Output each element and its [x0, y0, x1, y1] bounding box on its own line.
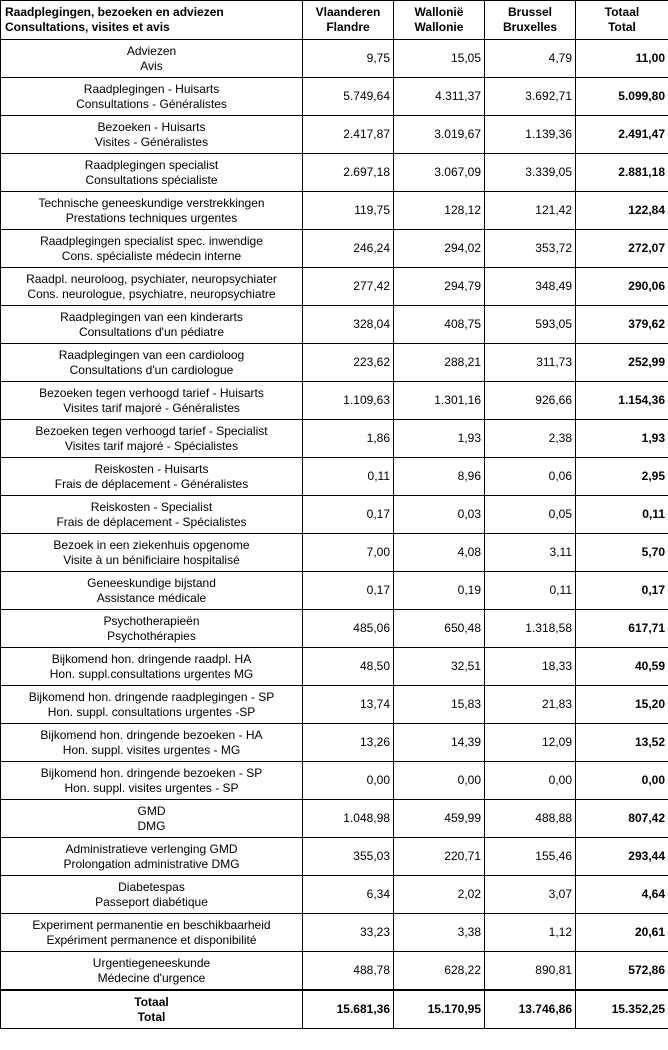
value-total: 122,84 — [576, 192, 668, 230]
value-total: 11,00 — [576, 40, 668, 78]
value-flanders: 33,23 — [303, 914, 394, 952]
value-brussels: 1,12 — [485, 914, 576, 952]
value-wallonia: 128,12 — [394, 192, 485, 230]
table-row — [1, 306, 668, 344]
value-wallonia: 459,99 — [394, 800, 485, 838]
row-label — [1, 154, 303, 192]
value-wallonia: 0,19 — [394, 572, 485, 610]
row-label-nl: Bezoek in een ziekenhuis opgenome — [53, 537, 250, 552]
header-brussels — [485, 1, 576, 40]
table-row — [1, 78, 668, 116]
value-total: 2,95 — [576, 458, 668, 496]
row-label — [1, 40, 303, 78]
row-label-nl: Technische geneeskundige verstrekkingen — [38, 195, 265, 210]
table-row — [1, 154, 668, 192]
row-label-fr: Frais de déplacement - Généralistes — [54, 476, 249, 491]
row-label-nl: Diabetespas — [118, 879, 185, 894]
row-label — [1, 648, 303, 686]
row-label-fr: Cons. spécialiste médecin interne — [61, 248, 242, 263]
row-label-nl: Raadplegingen van een cardioloog — [58, 347, 245, 362]
row-label-nl: Raadplegingen - Huisarts — [83, 81, 220, 96]
header-wallonia-nl: Wallonië — [414, 5, 464, 19]
value-flanders: 2.697,18 — [303, 154, 394, 192]
row-label-nl: Bezoeken tegen verhoogd tarief - Huisarts — [39, 385, 264, 400]
row-label-fr: Hon. suppl. visites urgentes - MG — [62, 742, 241, 757]
row-label-fr: Consultations d'un cardiologue — [69, 362, 234, 377]
row-label-fr: Hon. suppl. consultations urgentes -SP — [47, 704, 256, 719]
value-brussels: 0,11 — [485, 572, 576, 610]
row-label — [1, 534, 303, 572]
row-label-fr: Expériment permanence et disponibilité — [46, 932, 257, 947]
value-wallonia: 2,02 — [394, 876, 485, 914]
value-total: 0,00 — [576, 762, 668, 800]
value-brussels: 926,66 — [485, 382, 576, 420]
row-label-nl: Bijkomend hon. dringende bezoeken - HA — [40, 727, 263, 742]
row-label-fr: Visite à un bénificiaire hospitalisé — [63, 552, 240, 567]
row-label-fr: Consultations - Généralistes — [76, 96, 227, 111]
value-flanders: 7,00 — [303, 534, 394, 572]
value-total: 290,06 — [576, 268, 668, 306]
value-total: 15,20 — [576, 686, 668, 724]
row-label-fr: DMG — [137, 818, 166, 833]
value-total: 293,44 — [576, 838, 668, 876]
value-total: 252,99 — [576, 344, 668, 382]
value-total: 13,52 — [576, 724, 668, 762]
row-label-fr: Visites tarif majoré - Spécialistes — [64, 438, 239, 453]
value-brussels: 0,00 — [485, 762, 576, 800]
value-flanders: 1.048,98 — [303, 800, 394, 838]
table-header — [1, 1, 668, 40]
table-row — [1, 40, 668, 78]
row-label-fr: Avis — [140, 58, 163, 73]
value-wallonia: 628,22 — [394, 952, 485, 991]
value-wallonia: 3.019,67 — [394, 116, 485, 154]
value-flanders: 0,00 — [303, 762, 394, 800]
row-label — [1, 268, 303, 306]
row-label-nl: Raadpl. neuroloog, psychiater, neuropsychiater — [26, 271, 277, 286]
value-wallonia: 15,83 — [394, 686, 485, 724]
row-label — [1, 876, 303, 914]
value-wallonia: 0,00 — [394, 762, 485, 800]
row-label-nl: Bezoeken - Huisarts — [97, 119, 206, 134]
row-label-nl: Bezoeken tegen verhoogd tarief - Specialist — [35, 423, 268, 438]
row-label — [1, 762, 303, 800]
value-wallonia: 15.170,95 — [394, 990, 485, 1029]
header-brussels-nl: Brussel — [507, 5, 553, 19]
row-label — [1, 420, 303, 458]
table-row — [1, 838, 668, 876]
value-wallonia: 220,71 — [394, 838, 485, 876]
value-flanders: 2.417,87 — [303, 116, 394, 154]
value-total: 5,70 — [576, 534, 668, 572]
value-total: 1,93 — [576, 420, 668, 458]
value-wallonia: 15,05 — [394, 40, 485, 78]
row-label — [1, 952, 303, 991]
value-total: 2.491,47 — [576, 116, 668, 154]
row-label-nl: Raadplegingen specialist spec. inwendige — [40, 233, 263, 248]
value-brussels: 0,05 — [485, 496, 576, 534]
value-wallonia: 14,39 — [394, 724, 485, 762]
table-row — [1, 762, 668, 800]
table-row — [1, 952, 668, 991]
value-total: 5.099,80 — [576, 78, 668, 116]
row-label — [1, 838, 303, 876]
table-row — [1, 268, 668, 306]
row-label-fr: Cons. neurologue, psychiatre, neuropsychiatre — [27, 286, 276, 301]
value-flanders: 48,50 — [303, 648, 394, 686]
header-total-nl: Totaal — [604, 5, 640, 19]
value-wallonia: 294,79 — [394, 268, 485, 306]
table-row — [1, 192, 668, 230]
value-total: 0,17 — [576, 572, 668, 610]
value-flanders: 1.109,63 — [303, 382, 394, 420]
value-total: 572,86 — [576, 952, 668, 991]
value-wallonia: 650,48 — [394, 610, 485, 648]
value-total: 15.352,25 — [576, 990, 668, 1029]
header-flanders — [303, 1, 394, 40]
value-brussels: 353,72 — [485, 230, 576, 268]
value-flanders: 6,34 — [303, 876, 394, 914]
value-brussels: 1.318,58 — [485, 610, 576, 648]
value-total: 272,07 — [576, 230, 668, 268]
value-brussels: 4,79 — [485, 40, 576, 78]
value-flanders: 119,75 — [303, 192, 394, 230]
row-label — [1, 230, 303, 268]
value-wallonia: 0,03 — [394, 496, 485, 534]
table-row — [1, 230, 668, 268]
header-category — [1, 1, 303, 40]
row-label-nl: Raadplegingen van een kinderarts — [60, 309, 243, 324]
value-brussels: 3.692,71 — [485, 78, 576, 116]
row-label-nl: Experiment permanentie en beschikbaarheid — [32, 917, 271, 932]
value-brussels: 21,83 — [485, 686, 576, 724]
value-wallonia: 3.067,09 — [394, 154, 485, 192]
value-brussels: 3,07 — [485, 876, 576, 914]
row-label — [1, 344, 303, 382]
header-wallonia-fr: Wallonie — [414, 20, 464, 34]
value-flanders: 1,86 — [303, 420, 394, 458]
row-label-fr: Total — [137, 1009, 166, 1024]
table-row — [1, 534, 668, 572]
header-row — [1, 1, 668, 40]
value-flanders: 246,24 — [303, 230, 394, 268]
row-label — [1, 914, 303, 952]
value-wallonia: 4,08 — [394, 534, 485, 572]
row-label-fr: Prolongation administrative DMG — [63, 856, 240, 871]
row-label-fr: Hon. suppl. visites urgentes - SP — [64, 780, 239, 795]
row-label — [1, 306, 303, 344]
value-total: 4,64 — [576, 876, 668, 914]
header-wallonia — [394, 1, 485, 40]
header-category-nl: Raadplegingen, bezoeken en adviezen — [5, 5, 224, 19]
value-total: 617,71 — [576, 610, 668, 648]
table-row — [1, 800, 668, 838]
table-row — [1, 648, 668, 686]
row-label-nl: Raadplegingen specialist — [84, 157, 219, 172]
row-label-nl: Geneeskundige bijstand — [87, 575, 216, 590]
row-label — [1, 382, 303, 420]
header-brussels-fr: Bruxelles — [502, 20, 558, 34]
value-wallonia: 294,02 — [394, 230, 485, 268]
total-row — [1, 990, 668, 1029]
row-label-nl: Totaal — [134, 994, 169, 1009]
value-brussels: 155,46 — [485, 838, 576, 876]
value-total: 807,42 — [576, 800, 668, 838]
table-row — [1, 686, 668, 724]
value-wallonia: 1.301,16 — [394, 382, 485, 420]
row-label — [1, 496, 303, 534]
table-row — [1, 382, 668, 420]
row-label-nl: GMD — [137, 803, 166, 818]
value-flanders: 328,04 — [303, 306, 394, 344]
row-label-nl: Adviezen — [126, 43, 177, 58]
row-label — [1, 78, 303, 116]
row-label-fr: Hon. suppl.consultations urgentes MG — [49, 666, 254, 681]
value-brussels: 311,73 — [485, 344, 576, 382]
value-wallonia: 1,93 — [394, 420, 485, 458]
row-label — [1, 192, 303, 230]
table-row — [1, 914, 668, 952]
row-label-fr: Consultations spécialiste — [85, 172, 218, 187]
value-brussels: 488,88 — [485, 800, 576, 838]
value-wallonia: 3,38 — [394, 914, 485, 952]
value-flanders: 0,17 — [303, 496, 394, 534]
row-label-nl: Bijkomend hon. dringende bezoeken - SP — [40, 765, 263, 780]
value-wallonia: 8,96 — [394, 458, 485, 496]
header-flanders-fr: Flandre — [326, 20, 370, 34]
table-row — [1, 496, 668, 534]
header-category-fr: Consultations, visites et avis — [5, 20, 170, 34]
row-label-nl: Administratieve verlenging GMD — [65, 841, 238, 856]
table-body — [1, 40, 668, 1029]
value-brussels: 593,05 — [485, 306, 576, 344]
value-brussels: 1.139,36 — [485, 116, 576, 154]
value-brussels: 348,49 — [485, 268, 576, 306]
value-brussels: 0,06 — [485, 458, 576, 496]
row-label — [1, 990, 303, 1029]
row-label-fr: Assistance médicale — [96, 590, 207, 605]
row-label-nl: Urgentiegeneeskunde — [92, 955, 211, 970]
value-total: 379,62 — [576, 306, 668, 344]
value-total: 2.881,18 — [576, 154, 668, 192]
table-row — [1, 420, 668, 458]
table-row — [1, 724, 668, 762]
table-row — [1, 458, 668, 496]
row-label — [1, 724, 303, 762]
row-label — [1, 458, 303, 496]
row-label — [1, 610, 303, 648]
row-label — [1, 116, 303, 154]
value-flanders: 223,62 — [303, 344, 394, 382]
value-flanders: 488,78 — [303, 952, 394, 991]
value-flanders: 9,75 — [303, 40, 394, 78]
table-row — [1, 344, 668, 382]
row-label-fr: Visites - Généralistes — [94, 134, 209, 149]
value-brussels: 18,33 — [485, 648, 576, 686]
row-label-fr: Passeport diabétique — [95, 894, 208, 909]
value-flanders: 277,42 — [303, 268, 394, 306]
table-row — [1, 116, 668, 154]
value-brussels: 3.339,05 — [485, 154, 576, 192]
row-label-nl: Psychotherapieën — [103, 613, 200, 628]
value-brussels: 13.746,86 — [485, 990, 576, 1029]
value-flanders: 0,11 — [303, 458, 394, 496]
row-label-nl: Bijkomend hon. dringende raadpl. HA — [51, 651, 252, 666]
row-label-fr: Psychothérapies — [107, 628, 196, 643]
value-brussels: 121,42 — [485, 192, 576, 230]
row-label-nl: Reiskosten - Specialist — [90, 499, 213, 514]
row-label-fr: Consultations d'un pédiatre — [78, 324, 225, 339]
row-label-nl: Bijkomend hon. dringende raadplegingen - SP — [28, 689, 275, 704]
table-row — [1, 876, 668, 914]
row-label — [1, 800, 303, 838]
value-brussels: 3,11 — [485, 534, 576, 572]
row-label-fr: Médecine d'urgence — [97, 970, 206, 985]
row-label-fr: Visites tarif majoré - Généralistes — [63, 400, 240, 415]
header-total-fr: Total — [608, 20, 636, 34]
row-label-nl: Reiskosten - Huisarts — [94, 461, 209, 476]
row-label-fr: Frais de déplacement - Spécialistes — [56, 514, 247, 529]
row-label — [1, 572, 303, 610]
value-brussels: 890,81 — [485, 952, 576, 991]
header-total — [576, 1, 668, 40]
value-wallonia: 288,21 — [394, 344, 485, 382]
value-wallonia: 4.311,37 — [394, 78, 485, 116]
table-row — [1, 572, 668, 610]
value-wallonia: 408,75 — [394, 306, 485, 344]
value-flanders: 15.681,36 — [303, 990, 394, 1029]
value-total: 1.154,36 — [576, 382, 668, 420]
value-flanders: 13,26 — [303, 724, 394, 762]
value-flanders: 355,03 — [303, 838, 394, 876]
value-flanders: 485,06 — [303, 610, 394, 648]
value-flanders: 0,17 — [303, 572, 394, 610]
header-flanders-nl: Vlaanderen — [315, 5, 381, 19]
value-flanders: 5.749,64 — [303, 78, 394, 116]
row-label — [1, 686, 303, 724]
table-row — [1, 610, 668, 648]
value-total: 0,11 — [576, 496, 668, 534]
value-flanders: 13,74 — [303, 686, 394, 724]
value-total: 20,61 — [576, 914, 668, 952]
row-label-fr: Prestations techniques urgentes — [65, 210, 238, 225]
value-brussels: 2,38 — [485, 420, 576, 458]
value-total: 40,59 — [576, 648, 668, 686]
value-wallonia: 32,51 — [394, 648, 485, 686]
value-brussels: 12,09 — [485, 724, 576, 762]
